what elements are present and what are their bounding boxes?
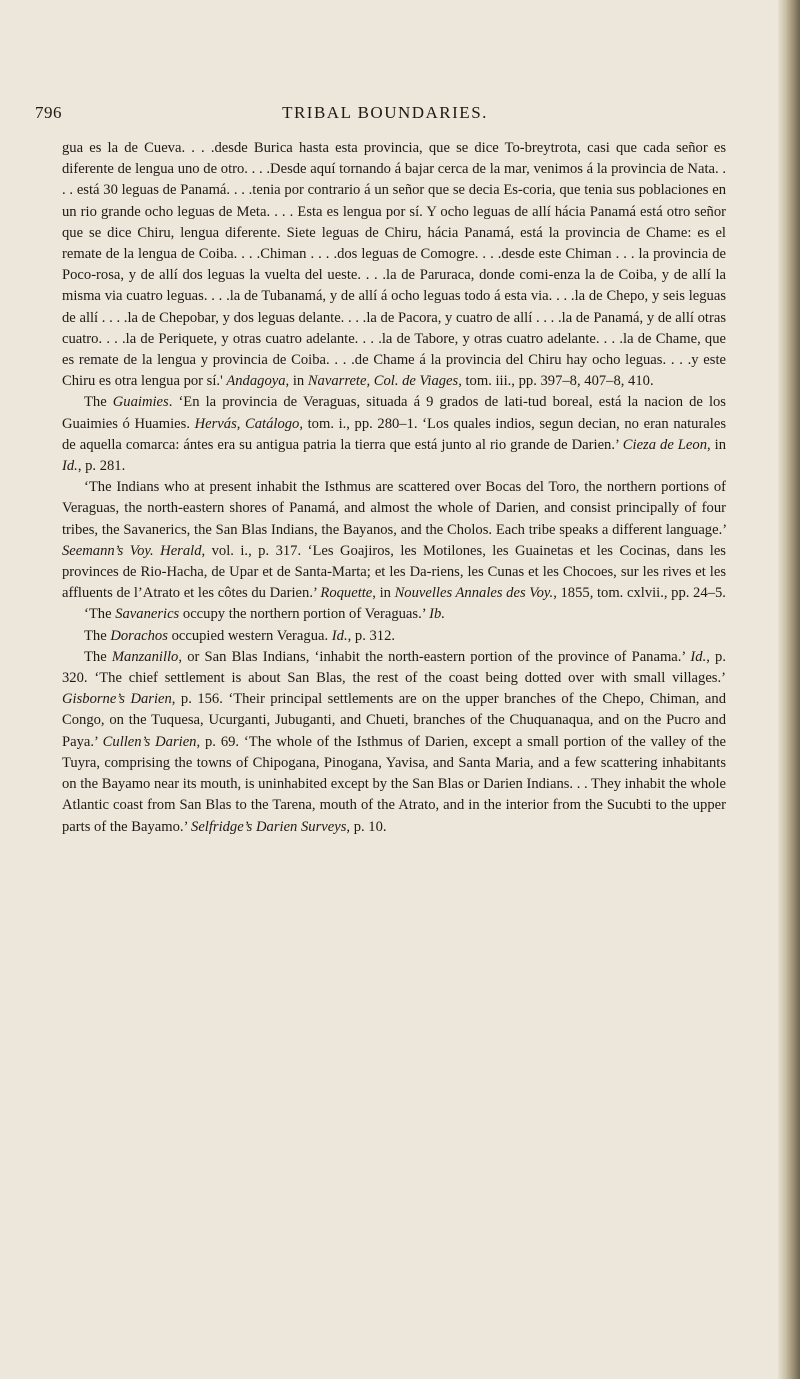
text-run: ‘The Indians who at present inhabit the Isthmus are scattered over Bocas del Toro, the northern portions of Veraguas, the north-eastern shores of Panamá, and almost the whole of Darien, and consist principally of four tribes, the Savanerics, the San Blas Indians, the Bayanos, and the Cholos. Each tribe speaks a different language.’ [62,479,726,538]
paragraph [62,604,726,625]
paragraph [62,477,726,604]
text-run: , vol. i., p. 317. ‘Les Goajiros, les Motilones, les Guainetas et les Cocinas, dans les provinces de Rio-Hacha, de Upar et de Santa-Marta; et les Da-riens, les Cunas et les Chocoes, sur les rives et les affluents de l’Atrato et les côtes du Darien.’ [62,542,726,602]
paragraph [62,626,726,647]
page-number: 796 [35,103,62,122]
citation-italic: Seemann’s Voy. Herald [62,542,202,559]
page-edge-shadow [778,0,800,1379]
text-run: , in [285,373,308,390]
citation-italic: Manzanillo [111,648,179,665]
running-head: TRIBAL BOUNDARIES. [282,103,488,122]
citation-italic: Nouvelles Annales des Voy. [394,585,554,602]
citation-italic: Gisborne’s Darien [62,691,172,708]
text-run: , p. 10. [346,818,387,835]
citation-italic: Dorachos [110,627,168,644]
citation-italic: Navarrete, Col. de Viages [307,373,459,390]
text-run: , p. 320. ‘The chief settlement is about San Blas, the rest of the coast being dotted over with small villages.’ [62,648,726,687]
text-run: , or San Blas Indians, ‘inhabit the north-eastern portion of the province of Panama.’ [178,648,691,665]
page-header [35,103,735,127]
text-run: . ‘En la provincia de Veraguas, situada á 9 grados de lati-tud boreal, está la nacion de los Guaimies ó Huamies. [62,394,726,432]
text-run: The [84,648,112,665]
body-text [62,138,726,838]
text-run: occupy the northern portion of Veraguas.’ [179,606,430,623]
citation-italic: Selfridge’s Darien Surveys [191,818,347,835]
text-run: The [84,627,111,644]
citation-italic: Roquette [320,585,373,602]
text-run: , 1855, tom. cxlvii., pp. 24–5. [553,585,726,602]
paragraph [62,392,726,477]
citation-italic: Savanerics [115,606,180,623]
citation-italic: Id. [690,648,707,665]
paragraph [62,138,726,392]
text-run: gua es la de Cueva. . . .desde Burica hasta esta provincia, que se dice To-breytrota, casi que cada señor es diferente de lengua uno de otro. . . .Desde aquí tornando á bajar cerca de la mar, venimos á la provincia de Nata. . . . está 30 leguas de Panamá. . . .tenia por contrario á un señor que se decia Es-coria, que tenia sus poblaciones en un rio grande ocho leguas de Meta. . . . Esta es lengua por sí. Y ocho leguas de allí hácia Panamá está otro señor que se dice Chiru, lengua diferente. Siete leguas de Chiru, hácia Panamá, está la provincia de Chame: es el remate de la lengua de Coiba. . . .Chiman . . . .dos leguas de Comogre. . . .desde este Chiman . . . la provincia de Poco-rosa, y de allí dos leguas la vuelta del ueste. . . .la de Paruraca, donde comi-enza la de Coiba, y de allí la misma via cuatro leguas. . . .la de Tubanamá, y de allí á ocho leguas todo á esta via. . . .la de Chepo, y seis leguas de allí . . . .la de Chepobar, y dos leguas delante. . . .la de Pacora, y cuatro de allí . . . .la de Panamá, y de allí otras cuatro. . . .la de Periquete, y otras cuatro adelante. . . .la de Tabore, y otras cuatro adelante. . . .la de Chame, que es remate de la lengua y provincia de Coiba. . . .de Chame á la provincia del Chiru hay ocho leguas. . . .y este Chiru es otra lengua por sí.' [62,140,726,390]
text-run: , p. 312. [347,627,396,644]
citation-italic: Id. [331,627,348,644]
citation-italic: Cullen’s Darien [102,733,197,750]
text-run: The [84,394,113,411]
text-run: , tom. i., pp. 280–1. ‘Los quales indios, segun decian, no eran naturales de aquella comarca: ántes era su antigua patria la tierra que está junto al rio grande de Darien.’ [62,415,726,453]
citation-italic: Id. [62,458,78,475]
text-run: , p. 69. ‘The whole of the Isthmus of Darien, except a small portion of the valley of the Tuyra, comprising the towns of Chipogana, Pinogana, Yavisa, and Santa Maria, and a few scattering inhabitants on the Bayamo near its mouth, is uninhabited except by the San Blas or Darien Indians. . . They inhabit the whole Atlantic coast from San Blas to the Tarena, mouth of the Atrato, and in the interior from the Sucubti to the upper parts of the Bayamo.’ [62,733,727,835]
text-run: , p. 281. [77,458,126,475]
citation-italic: Ib. [429,606,445,623]
text-run: , in [372,585,395,602]
citation-italic: Cieza de Leon [622,436,707,453]
text-run: , in [707,436,727,453]
text-run: , tom. iii., pp. 397–8, 407–8, 410. [458,373,654,390]
paragraph [62,647,726,838]
text-run: occupied western Veragua. [167,627,332,644]
text-run: , p. 156. ‘Their principal settlements are on the upper branches of the Chepo, Chiman, and Congo, on the Tuquesa, Ucurganti, Jubuganti, and Chueti, branches of the Chuquanaqua, and on the Pucro and Paya.’ [62,691,726,750]
citation-italic: Andagoya [226,373,286,390]
citation-italic: Hervás, Catálogo [194,415,300,432]
text-run: ‘The [84,606,116,623]
citation-italic: Guaimies [112,394,169,411]
